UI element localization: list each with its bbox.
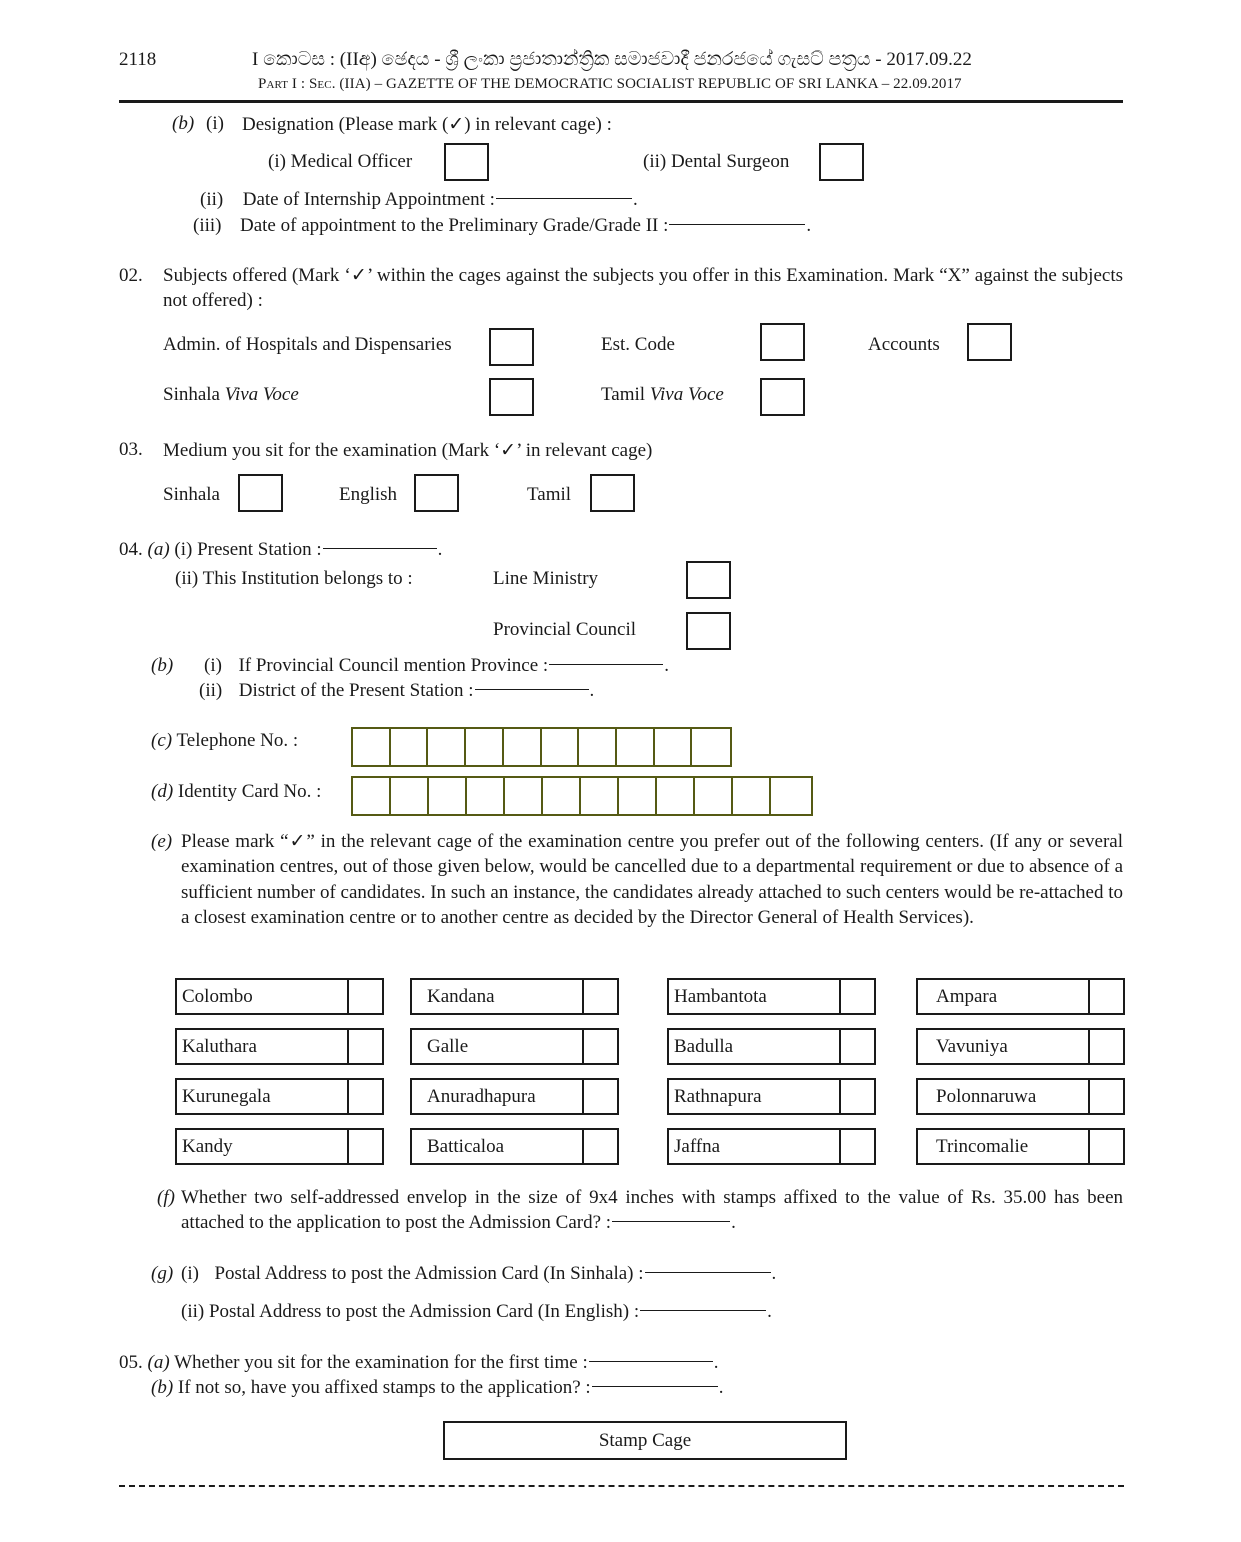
centre-ampara[interactable]	[916, 978, 1125, 1015]
digit-cell[interactable]	[353, 778, 391, 814]
envelope-question	[181, 1185, 1123, 1236]
subject-est-code-label: Est. Code	[601, 334, 675, 355]
medical-officer-label: (i) Medical Officer	[268, 151, 413, 172]
digit-cell[interactable]	[733, 778, 771, 814]
digit-cell[interactable]	[579, 729, 617, 765]
grade-date-label: Date of appointment to the Preliminary Grade/Grade II :	[240, 215, 669, 236]
exam-centre-instructions: Please mark “✓” in the relevant cage of the examination centre you prefer out of the following centers. (If any or several examination centres, out of those given below, would be cancelled due to a departmental requirement or due to absence of a sufficient number of candidates. In such an instance, the candidates already attached to such centers would be re-attached to a closest examination centre or to another centre as decided by the Director General of Health Services).	[181, 831, 1123, 929]
province-field[interactable]	[549, 664, 663, 665]
provincial-council-label: Provincial Council	[493, 619, 637, 640]
subject-sinhala-viva-checkbox[interactable]	[489, 378, 534, 416]
stamps-affixed-row	[151, 1377, 723, 1399]
district-field[interactable]	[475, 689, 589, 690]
postal-sinhala-label: Postal Address to post the Admission Card (In Sinhala) :	[214, 1263, 644, 1284]
digit-cell[interactable]	[771, 778, 811, 814]
telephone-input[interactable]	[351, 727, 732, 767]
district-row	[199, 680, 594, 702]
stamp-cage[interactable]: Stamp Cage	[443, 1421, 847, 1460]
subject-tamil-viva-label: Tamil Viva Voce	[601, 384, 724, 405]
postal-english-row	[181, 1301, 772, 1323]
identity-card-label: (d) Identity Card No. :	[151, 781, 322, 802]
centre-name: Rathnapura	[669, 1080, 841, 1113]
digit-cell[interactable]	[542, 729, 580, 765]
page-number: 2118	[119, 49, 157, 70]
digit-cell[interactable]	[353, 729, 391, 765]
centre-badulla[interactable]	[667, 1028, 876, 1065]
centre-name: Anuradhapura	[412, 1080, 584, 1113]
present-station-label: (i) Present Station :	[174, 539, 322, 560]
subject-est-code-checkbox[interactable]	[760, 323, 805, 361]
centre-name: Jaffna	[669, 1130, 841, 1163]
centre-kandy[interactable]	[175, 1128, 384, 1165]
subject-tamil-viva-checkbox[interactable]	[760, 378, 805, 416]
centre-kandana[interactable]	[410, 978, 619, 1015]
district-label-ii: (ii)	[199, 680, 223, 701]
centre-checkbox[interactable]	[1090, 1030, 1123, 1063]
centre-rathnapura[interactable]	[667, 1078, 876, 1115]
centre-polonnaruwa[interactable]	[916, 1078, 1125, 1115]
q2-number: 02.	[119, 265, 143, 286]
digit-cell[interactable]	[581, 778, 619, 814]
grade-label-iii: (iii)	[193, 215, 222, 236]
subject-admin-label: Admin. of Hospitals and Dispensaries	[163, 334, 452, 355]
centre-anuradhapura[interactable]	[410, 1078, 619, 1115]
subject-admin-checkbox[interactable]	[489, 328, 534, 366]
first-time-label: Whether you sit for the examination for the first time :	[174, 1352, 588, 1373]
digit-cell[interactable]	[391, 729, 429, 765]
medical-officer-checkbox[interactable]	[444, 143, 489, 181]
english-header-title	[258, 76, 962, 93]
header-rule	[119, 100, 1123, 103]
stamps-affixed-label: If not so, have you affixed stamps to the application? :	[177, 1377, 591, 1398]
centre-checkbox[interactable]	[584, 1030, 617, 1063]
q5-number: 05.	[119, 1352, 143, 1373]
province-label-i: (i)	[204, 655, 222, 676]
district-label: District of the Present Station :	[238, 680, 474, 701]
digit-cell[interactable]	[467, 778, 505, 814]
medium-english-label: English	[339, 484, 398, 505]
period: .	[806, 215, 812, 236]
postal-sinhala-row	[181, 1263, 776, 1285]
subject-sinhala-viva-label: Sinhala Viva Voce	[163, 384, 299, 405]
centre-checkbox[interactable]	[349, 980, 382, 1013]
digit-cell[interactable]	[657, 778, 695, 814]
digit-cell[interactable]	[619, 778, 657, 814]
envelope-answer-field[interactable]	[612, 1221, 730, 1222]
centre-checkbox[interactable]	[841, 980, 874, 1013]
period: .	[632, 189, 638, 210]
centre-name: Trincomalie	[918, 1130, 1090, 1163]
centre-checkbox[interactable]	[349, 1130, 382, 1163]
centre-name: Badulla	[669, 1030, 841, 1063]
medium-sinhala-checkbox[interactable]	[238, 474, 283, 512]
centre-name: Galle	[412, 1030, 584, 1063]
centre-hambantota[interactable]	[667, 978, 876, 1015]
identity-card-input[interactable]	[351, 776, 813, 816]
centre-name: Polonnaruwa	[918, 1080, 1090, 1113]
period: .	[437, 539, 443, 560]
digit-cell[interactable]	[466, 729, 504, 765]
envelope-question-text: Whether two self-addressed envelop in the size of 9x4 inches with stamps affixed to the value of Rs. 35.00 has been attached to the application to post the Admission Card? :	[181, 1187, 1123, 1234]
q2-text: Subjects offered (Mark ‘✓’ within the cages against the subjects you offer in this Examination. Mark “X” against the subjects not offered) :	[163, 265, 1123, 312]
centre-jaffna[interactable]	[667, 1128, 876, 1165]
centre-checkbox[interactable]	[349, 1030, 382, 1063]
postal-english-field[interactable]	[640, 1310, 766, 1311]
q5-a-label: (a)	[147, 1352, 170, 1373]
present-station-row	[119, 539, 442, 561]
q4-number: 04.	[119, 539, 143, 560]
medium-sinhala-label: Sinhala	[163, 484, 220, 505]
line-ministry-label: Line Ministry	[493, 568, 599, 589]
designation-label-i: (i)	[206, 113, 224, 134]
centre-vavuniya[interactable]	[916, 1028, 1125, 1065]
centre-kaluthara[interactable]	[175, 1028, 384, 1065]
telephone-label: (c) Telephone No. :	[151, 730, 299, 751]
subject-accounts-checkbox[interactable]	[967, 323, 1012, 361]
digit-cell[interactable]	[505, 778, 543, 814]
medium-english-checkbox[interactable]	[414, 474, 459, 512]
designation-label-b: (b)	[172, 113, 195, 134]
digit-cell[interactable]	[695, 778, 733, 814]
centre-name: Batticaloa	[412, 1130, 584, 1163]
subject-accounts-label: Accounts	[868, 334, 940, 355]
centre-checkbox[interactable]	[1090, 1130, 1123, 1163]
period: .	[731, 1212, 736, 1234]
institution-belongs-label: (ii) This Institution belongs to :	[175, 568, 413, 589]
centre-checkbox[interactable]	[841, 1080, 874, 1113]
period: .	[771, 1263, 777, 1284]
centre-checkbox[interactable]	[1090, 980, 1123, 1013]
digit-cell[interactable]	[391, 778, 429, 814]
province-row	[204, 655, 669, 677]
q4-b-label: (b)	[151, 655, 174, 676]
internship-date-row	[200, 189, 638, 211]
part-section: Part I : Sec.	[258, 76, 336, 92]
dental-surgeon-label: (ii) Dental Surgeon	[643, 151, 790, 172]
centre-name: Vavuniya	[918, 1030, 1090, 1063]
q3-number: 03.	[119, 439, 143, 460]
centre-batticaloa[interactable]	[410, 1128, 619, 1165]
postal-english-label: (ii) Postal Address to post the Admission Card (In English) :	[181, 1301, 640, 1322]
grade-date-row	[193, 215, 811, 237]
medium-tamil-label: Tamil	[527, 484, 572, 505]
centre-checkbox[interactable]	[584, 1080, 617, 1113]
q4-f-label: (f)	[157, 1187, 175, 1208]
stamps-affixed-field[interactable]	[592, 1386, 718, 1387]
centre-checkbox[interactable]	[841, 1030, 874, 1063]
period: .	[589, 680, 595, 701]
centre-name: Kandy	[177, 1130, 349, 1163]
centre-checkbox[interactable]	[1090, 1080, 1123, 1113]
q4-e-label: (e)	[151, 831, 173, 852]
centre-name: Kandana	[412, 980, 584, 1013]
centre-galle[interactable]	[410, 1028, 619, 1065]
centre-kurunegala[interactable]	[175, 1078, 384, 1115]
line-ministry-checkbox[interactable]	[686, 561, 731, 599]
centre-name: Kaluthara	[177, 1030, 349, 1063]
dental-surgeon-checkbox[interactable]	[819, 143, 864, 181]
centre-colombo[interactable]	[175, 978, 384, 1015]
first-time-row	[119, 1352, 719, 1374]
grade-date-field[interactable]	[669, 224, 805, 225]
internship-date-label: Date of Internship Appointment :	[242, 189, 495, 210]
postal-sinhala-label-i: (i)	[181, 1263, 199, 1284]
province-label: If Provincial Council mention Province :	[238, 655, 549, 676]
internship-label-ii: (ii)	[200, 189, 224, 210]
designation-text: Designation (Please mark (✓) in relevant cage) :	[242, 114, 612, 135]
gazette-title: (IIA) – GAZETTE OF THE DEMOCRATIC SOCIALIST REPUBLIC OF SRI LANKA – 22.09.2017	[339, 76, 962, 92]
period: .	[664, 655, 669, 676]
centre-name: Kurunegala	[177, 1080, 349, 1113]
centre-trincomalie[interactable]	[916, 1128, 1125, 1165]
present-station-field[interactable]	[323, 548, 437, 549]
medium-tamil-checkbox[interactable]	[590, 474, 635, 512]
postal-sinhala-field[interactable]	[645, 1272, 771, 1273]
provincial-council-checkbox[interactable]	[686, 612, 731, 650]
digit-cell[interactable]	[428, 729, 466, 765]
period: .	[713, 1352, 719, 1373]
period: .	[767, 1301, 772, 1322]
q4-a-label: (a)	[147, 539, 170, 560]
centre-name: Hambantota	[669, 980, 841, 1013]
digit-cell[interactable]	[543, 778, 581, 814]
digit-cell[interactable]	[655, 729, 693, 765]
q4-g-label: (g)	[151, 1263, 174, 1284]
centre-checkbox[interactable]	[584, 1130, 617, 1163]
period: .	[718, 1377, 724, 1398]
centre-checkbox[interactable]	[349, 1080, 382, 1113]
internship-date-field[interactable]	[496, 198, 632, 199]
centre-checkbox[interactable]	[841, 1130, 874, 1163]
centre-checkbox[interactable]	[584, 980, 617, 1013]
q3-text: Medium you sit for the examination (Mark ‘✓’ in relevant cage)	[163, 440, 653, 461]
centre-name: Ampara	[918, 980, 1090, 1013]
sinhala-header-title: I කොටස : (IIඅ) ඡෙදය - ශ්‍රී ලංකා ප්‍රජාතාන්ත්‍රික සමාජවාදී ජනරජයේ ගැසට් පත්‍රය - 2017.09.22	[252, 49, 972, 70]
digit-cell[interactable]	[692, 729, 730, 765]
first-time-field[interactable]	[589, 1361, 713, 1362]
digit-cell[interactable]	[429, 778, 467, 814]
digit-cell[interactable]	[617, 729, 655, 765]
digit-cell[interactable]	[504, 729, 542, 765]
centre-name: Colombo	[177, 980, 349, 1013]
dashed-divider	[119, 1485, 1124, 1487]
q5-b-label: (b)	[151, 1377, 174, 1398]
